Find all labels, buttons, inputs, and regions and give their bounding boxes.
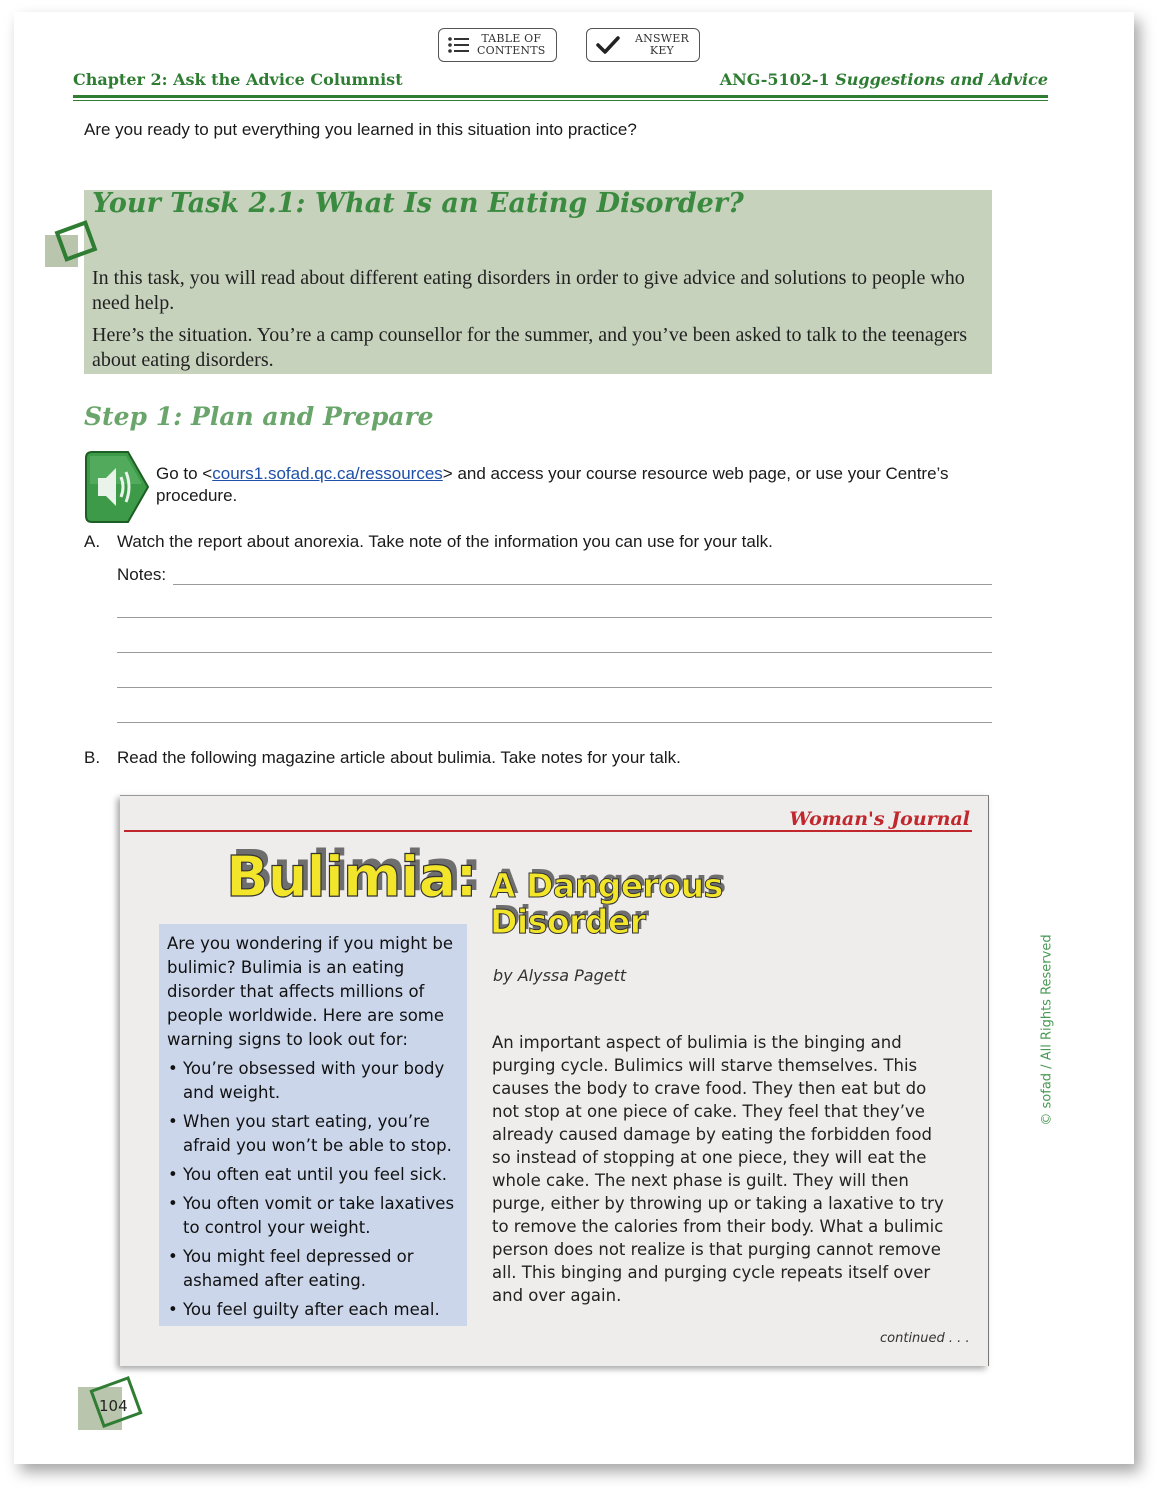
item-a-text: Watch the report about anorexia. Take note of the information you can use for your talk. xyxy=(117,532,773,551)
list-item: • You’re obsessed with your body and weight. xyxy=(167,1057,459,1105)
article-byline: by Alyssa Pagett xyxy=(493,966,627,985)
resource-link[interactable]: cours1.sofad.qc.ca/ressources xyxy=(212,464,443,483)
copyright-notice: © sofad / All Rights Reserved xyxy=(1039,934,1055,1126)
task-title: Your Task 2.1: What Is an Eating Disorder? xyxy=(92,188,744,219)
answer-key-button[interactable] xyxy=(586,28,700,62)
notes-line[interactable] xyxy=(173,584,992,585)
notes-line[interactable] xyxy=(117,617,992,618)
course-header xyxy=(720,70,1048,89)
chapter-title: Chapter 2: Ask the Advice Columnist xyxy=(73,70,403,89)
resource-instruction xyxy=(156,463,992,507)
toc-label-line2: CONTENTS xyxy=(477,44,546,57)
article-title-main: Bulimia: xyxy=(226,845,477,910)
toc-label-line1: TABLE OF xyxy=(481,32,542,45)
list-item: • You feel guilty after each meal. xyxy=(167,1298,459,1322)
task-paragraph-1: In this task, you will read about different eating disorders in order to give advice and solutions to people who need help. xyxy=(92,267,965,314)
course-title: Suggestions and Advice xyxy=(835,70,1048,89)
notes-line[interactable] xyxy=(117,722,992,723)
header-rule-thin xyxy=(73,100,1048,101)
checkmark-icon xyxy=(595,34,621,56)
task-paragraph-2: Here’s the situation. You’re a camp counsellor for the summer, and you’ve been asked to talk to the teenagers about eating disorders. xyxy=(92,324,968,371)
notes-label: Notes: xyxy=(117,565,167,584)
journal-name: Woman's Journal xyxy=(789,808,970,830)
answer-key-line2: KEY xyxy=(649,44,675,57)
article-body: An important aspect of bulimia is the binging and purging cycle. Bulimics will starve themselves. This causes the body to crave food. They then eat but do not stop at one piece of cake. They feel that they’ve already caused damage by eating the forbidden food so instead of stopping at one piece, they will eat the whole cake. The next phase is guilt. They will then purge, either by throwing up or taking a laxative to try to remove the calories from their body. What a bulimic person does not realize is that purging cannot remove all. This binging and purging cycle repeats itself over and over again. xyxy=(492,1033,944,1305)
article-title-sub: A Dangerous Disorder xyxy=(490,866,723,941)
notes-line[interactable] xyxy=(117,652,992,653)
list-item: • You might feel depressed or ashamed after eating. xyxy=(167,1245,459,1293)
page-number: 104 xyxy=(99,1397,128,1415)
list-icon xyxy=(447,35,471,55)
intro-text: Are you ready to put everything you learned in this situation into practice? xyxy=(84,120,637,139)
toc-label xyxy=(477,33,546,57)
step-title: Step 1: Plan and Prepare xyxy=(84,402,434,431)
list-item: • When you start eating, you’re afraid you won’t be able to stop. xyxy=(167,1110,459,1158)
goto-prefix: Go to < xyxy=(156,464,213,483)
audio-speaker-icon[interactable] xyxy=(84,450,150,524)
notes-line[interactable] xyxy=(117,687,992,688)
answer-key-label xyxy=(635,33,689,57)
warning-signs-list xyxy=(167,1057,459,1322)
article-rule xyxy=(124,830,972,832)
continued-note: continued . . . xyxy=(880,1331,970,1346)
item-b-text: Read the following magazine article about bulimia. Take notes for your talk. xyxy=(117,748,681,767)
answer-key-line1: ANSWER xyxy=(635,32,689,45)
list-item: • You often vomit or take laxatives to control your weight. xyxy=(167,1192,459,1240)
header-rule-thick xyxy=(73,95,1048,98)
list-item: • You often eat until you feel sick. xyxy=(167,1163,459,1187)
course-code: ANG-5102-1 xyxy=(719,70,830,89)
item-a-letter: A. xyxy=(84,532,101,551)
item-b-letter: B. xyxy=(84,748,101,767)
warning-signs-sidebar xyxy=(159,924,467,1326)
table-of-contents-button[interactable] xyxy=(438,28,557,62)
goto-suffix: > and access your course resource web page, or use your Centre’s procedure. xyxy=(156,464,949,505)
sidebar-intro: Are you wondering if you might be bulimic? Bulimia is an eating disorder that affects millions of people worldwide. Here are some warning signs to look out for: xyxy=(167,934,454,1049)
